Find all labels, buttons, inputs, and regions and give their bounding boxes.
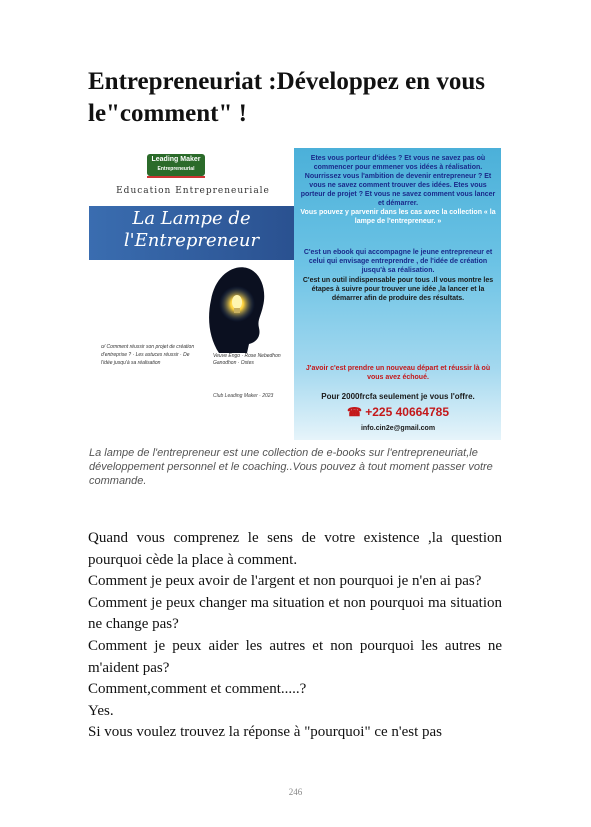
book-cover-panel bbox=[89, 148, 294, 440]
figure-caption: La lampe de l'entrepreneur est une collection de e-books sur l'entrepreneuriat,le développement personnel et le coaching..Vous pouvez à tout moment passer votre commande. bbox=[89, 447, 493, 487]
leading-maker-logo bbox=[147, 154, 205, 176]
book-subtitle-list: o/ Comment réussir son projet de création d'entreprise ? · Les astuces réussir · De l'idée jusqu'à sa réalisation bbox=[101, 344, 195, 366]
paragraph: Comment je peux aider les autres et non pourquoi les autres ne m'aident pas? bbox=[88, 637, 502, 676]
body-text bbox=[88, 528, 502, 744]
paragraph: Yes. bbox=[88, 702, 114, 719]
paragraph: Comment,comment et comment.....? bbox=[88, 681, 307, 698]
education-label: Education Entrepreneuriale bbox=[116, 186, 270, 196]
book-advert-image bbox=[89, 148, 501, 440]
page-title: Entrepreneuriat :Développez en vous le"comment" ! bbox=[88, 68, 485, 127]
logo-subtext: Entrepreneurial bbox=[157, 166, 195, 172]
head-lightbulb-illustration bbox=[199, 258, 269, 358]
paragraph: Comment je peux avoir de l'argent et non pourquoi je n'en ai pas? bbox=[88, 573, 482, 590]
advert-text-panel bbox=[294, 148, 501, 440]
advert-phone: ☎ +225 40664785 bbox=[346, 405, 450, 419]
book-title: La Lampe de l'Entrepreneur bbox=[123, 208, 260, 251]
paragraph: Quand vous comprenez le sens de votre existence ,la question pourquoi cède la place à comment. bbox=[88, 530, 502, 568]
book-publisher: Club Leading Maker · 2023 bbox=[213, 393, 274, 399]
advert-paragraph-4: C'est un outil indispensable pour tous .Il vous montre les étapes à suivre pour trouver une idée ,la lancer et la démarrer afin de produire des résultats. bbox=[302, 277, 494, 302]
logo-underline bbox=[147, 176, 205, 178]
paragraph: Comment je peux changer ma situation et non pourquoi ma situation ne change pas? bbox=[88, 594, 502, 633]
advert-paragraph-5: J'avoir c'est prendre un nouveau départ et réussir là où vous avez échoué. bbox=[305, 365, 491, 381]
logo-text: Leading Maker bbox=[151, 156, 201, 163]
advert-paragraph-1: Etes vous porteur d'idées ? Et vous ne savez pas où commencer pour emmener vos idées à réalisation. Nourrissez vous l'ambition de devenir entrepreneur ? Et vous ne savez comment trouver des idées. Etes vous porteur de projet ? Et vous ne savez comment vous lancer et démarrer. bbox=[300, 155, 496, 207]
paragraph: Si vous voulez trouvez la réponse à "pourquoi" ce n'est pas bbox=[88, 724, 443, 741]
book-authors: Veuve Engo · Rose Nebedhon Ganodhon · Ostes bbox=[213, 353, 281, 366]
advert-email: info.cin2e@gmail.com bbox=[360, 425, 436, 432]
page-number: 246 bbox=[288, 787, 303, 797]
advert-paragraph-3: C'est un ebook qui accompagne le jeune entrepreneur et celui qui envisage entreprendre , de l'idée de création jusqu'à sa réalisation. bbox=[303, 249, 493, 274]
advert-paragraph-2: Vous pouvez y parvenir dans les cas avec la collection « la lampe de l'entrepreneur. » bbox=[300, 209, 496, 225]
advert-price: Pour 2000frcfa seulement je vous l'offre. bbox=[321, 392, 475, 401]
